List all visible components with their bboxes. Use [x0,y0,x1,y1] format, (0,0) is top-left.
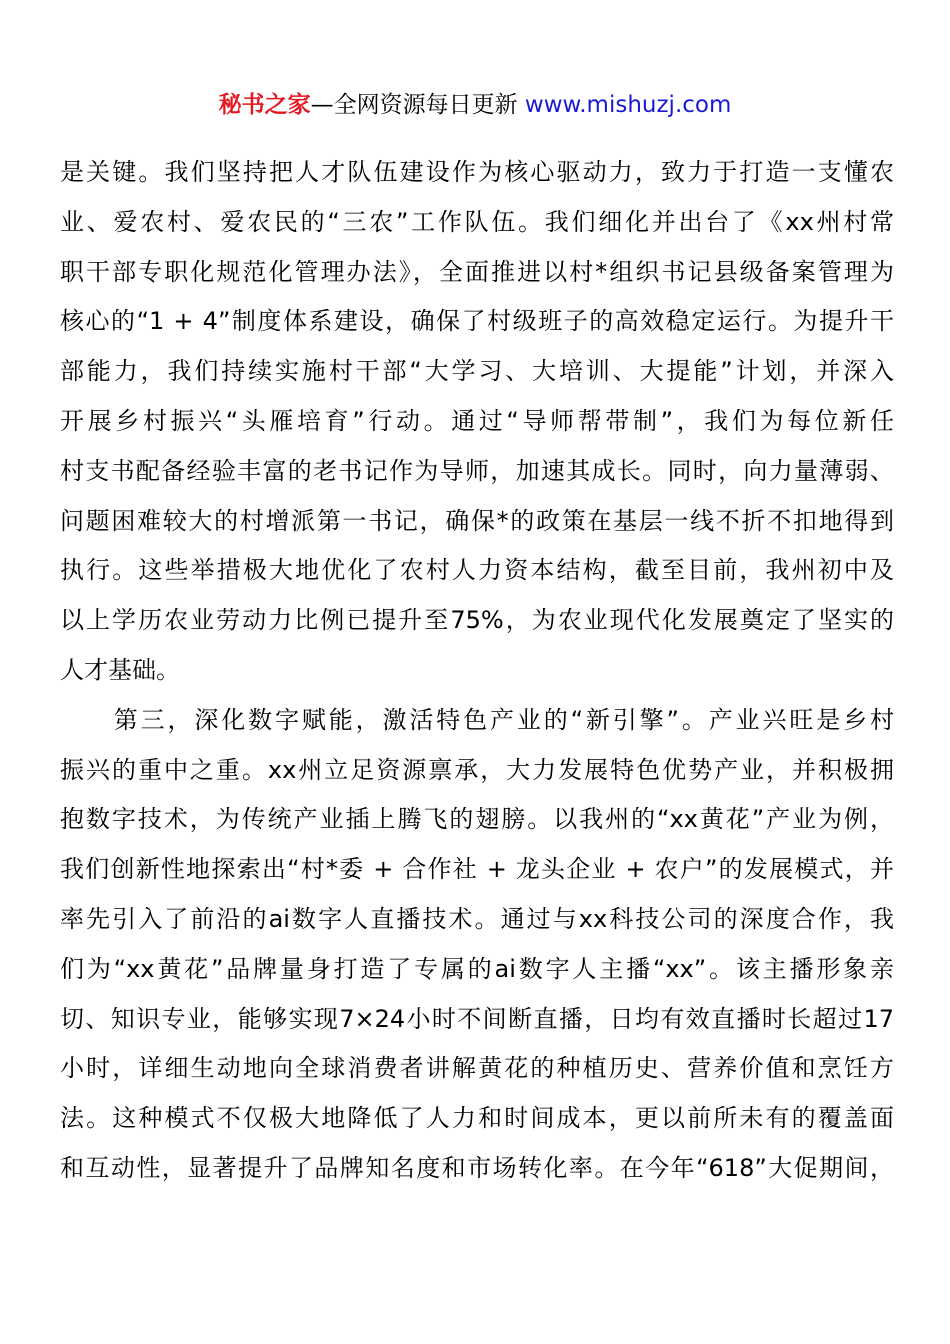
text-line: 是关键。我们坚持把人才队伍建设作为核心驱动力，致力于打造一支懂农 [60,158,894,186]
text-line: 村支书配备经验丰富的老书记作为导师，加速其成长。同时，向力量薄弱、 [60,456,894,485]
text-line: 们为“xx黄花”品牌量身打造了专属的ai数字人主播“xx”。该主播形象亲 [60,954,894,983]
paragraph-digital-industry [60,696,894,1194]
text-line: 和互动性，显著提升了品牌知名度和市场转化率。在今年“618”大促期间， [60,1153,894,1182]
site-tagline: —全网资源每日更新 [310,92,525,118]
text-line: 核心的“1 + 4”制度体系建设，确保了村级班子的高效稳定运行。为提升干 [60,307,894,336]
site-header [0,88,950,122]
site-brand: 秘书之家 [218,92,311,118]
text-line: 法。这种模式不仅极大地降低了人力和时间成本，更以前所未有的覆盖面 [60,1104,894,1133]
text-line: 切、知识专业，能够实现7×24小时不间断直播，日均有效直播时长超过17 [60,1004,894,1033]
document-body [60,148,894,1194]
text-line: 业、爱农村、爱农民的“三农”工作队伍。我们细化并出台了《xx州村常 [60,207,894,236]
text-line: 小时，详细生动地向全球消费者讲解黄花的种植历史、营养价值和烹饪方 [60,1054,894,1083]
text-line: 振兴的重中之重。xx州立足资源禀承，大力发展特色优势产业，并积极拥 [60,755,894,784]
text-line: 部能力，我们持续实施村干部“大学习、大培训、大提能”计划，并深入 [60,357,894,386]
text-line: 率先引入了前沿的ai数字人直播技术。通过与xx科技公司的深度合作，我 [60,904,894,933]
text-line: 抱数字技术，为传统产业插上腾飞的翅膀。以我州的“xx黄花”产业为例， [60,805,894,834]
text-line: 第三，深化数字赋能，激活特色产业的“新引擎”。产业兴旺是乡村 [60,705,894,734]
text-line: 我们创新性地探索出“村*委 + 合作社 + 龙头企业 + 农户”的发展模式，并 [60,855,894,884]
text-line: 以上学历农业劳动力比例已提升至75%，为农业现代化发展奠定了坚实的 [60,606,894,635]
text-line: 人才基础。 [60,655,180,684]
text-line: 开展乡村振兴“头雁培育”行动。通过“导师帮带制”，我们为每位新任 [60,406,894,435]
text-line: 执行。这些举措极大地优化了农村人力资本结构，截至目前，我州初中及 [60,556,894,585]
site-url-link[interactable]: www.mishuzj.com [524,92,732,118]
text-line: 职干部专职化规范化管理办法》，全面推进以村*组织书记县级备案管理为 [60,257,894,286]
text-line: 问题困难较大的村增派第一书记，确保*的政策在基层一线不折不扣地得到 [60,506,894,535]
paragraph-talent-team [60,148,894,696]
